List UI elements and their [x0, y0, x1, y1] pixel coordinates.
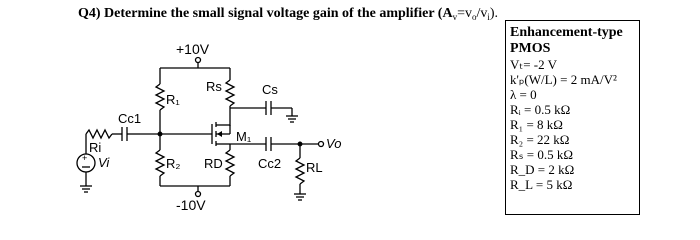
- vo-label: Vo: [326, 136, 342, 151]
- r2-label: R₂: [166, 156, 181, 171]
- rl-resistor: [296, 158, 304, 184]
- r1-label: R₁: [166, 92, 180, 107]
- question-eq: =v: [457, 6, 472, 21]
- vo-terminal: [319, 142, 324, 147]
- vss-terminal: [196, 192, 201, 197]
- rs-resistor: [226, 80, 234, 106]
- question-sub-v: v: [452, 12, 458, 22]
- spec-rs: Rₛ = 0.5 kΩ: [510, 147, 574, 162]
- m1-label: M₁: [236, 129, 252, 144]
- question-sub-i: i: [487, 12, 490, 22]
- spec-r2: R₂ = 22 kΩ: [510, 132, 570, 147]
- ri-resistor: [86, 130, 112, 138]
- vdd-terminal: [196, 58, 201, 63]
- r1-resistor: [156, 84, 164, 110]
- vdd-label: +10V: [176, 41, 210, 57]
- question-prefix: Q4) Determine the small signal voltage gain of the amplifier (A: [78, 6, 453, 21]
- rd-resistor: [226, 150, 234, 176]
- vss-label: -10V: [176, 197, 206, 213]
- spec-ri: Rᵢ = 0.5 kΩ: [510, 102, 571, 117]
- spec-lambda: λ = 0: [510, 87, 537, 102]
- rd-label: RD: [204, 156, 223, 171]
- rl-junction: [298, 142, 302, 146]
- cc1-label: Cc1: [118, 111, 142, 126]
- cs-label: Cs: [262, 82, 278, 97]
- question-sub-o: o: [471, 12, 477, 22]
- spec-title-line2: PMOS: [510, 41, 551, 56]
- vi-label: Vi: [98, 155, 110, 170]
- spec-vt: Vₜ= -2 V: [510, 57, 558, 72]
- rl-label: RL: [306, 160, 323, 175]
- spec-title-line1: Enhancement-type: [510, 25, 623, 40]
- gate-junction: [158, 132, 162, 136]
- spec-rd: R_D = 2 kΩ: [510, 162, 575, 177]
- spec-rl: R_L = 5 kΩ: [510, 177, 573, 192]
- m1-body-arrow: [217, 131, 222, 137]
- cc2-label: Cc2: [258, 156, 282, 171]
- ri-label: Ri: [89, 140, 102, 155]
- question-slash: /v: [476, 6, 488, 21]
- rs-label: Rs: [206, 79, 222, 94]
- question-suffix: ).: [489, 6, 499, 21]
- spec-r1: R₁ = 8 kΩ: [510, 117, 563, 132]
- r2-resistor: [156, 150, 164, 176]
- vi-plus-icon: +: [82, 153, 88, 163]
- spec-kp: k'ₚ(W/L) = 2 mA/V²: [510, 72, 617, 87]
